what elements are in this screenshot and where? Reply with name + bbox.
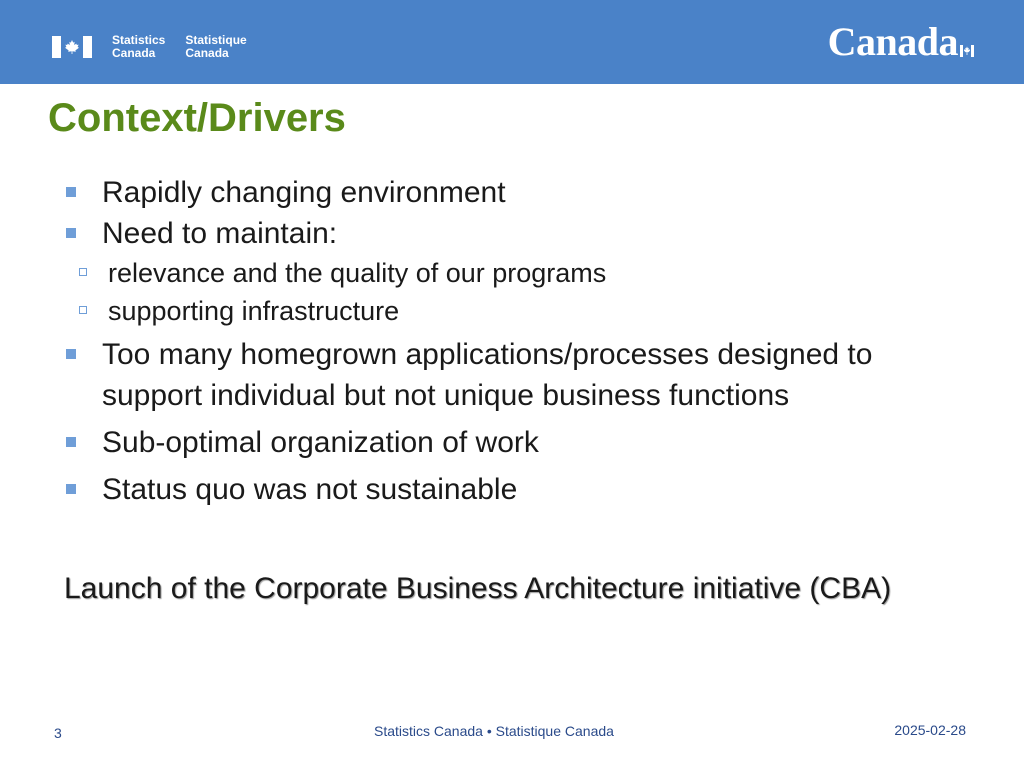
conclusion-text: Launch of the Corporate Business Architecture initiative (CBA) bbox=[64, 572, 892, 605]
square-bullet-icon bbox=[66, 349, 76, 359]
signature-fr-line2: Canada bbox=[185, 46, 229, 60]
sub-bullet-item bbox=[64, 254, 964, 292]
square-bullet-icon bbox=[66, 437, 76, 447]
maple-leaf-icon bbox=[64, 39, 80, 55]
bullet-text: Status quo was not sustainable bbox=[102, 473, 518, 506]
bullet-item bbox=[64, 422, 964, 463]
statcan-signature bbox=[52, 34, 247, 60]
hollow-square-bullet-icon bbox=[79, 268, 87, 276]
slide-title: Context/Drivers bbox=[48, 96, 346, 140]
bullet-item bbox=[64, 469, 964, 510]
signature-fr-line1: Statistique bbox=[185, 33, 247, 47]
wordmark-text: Canada bbox=[827, 19, 958, 64]
sub-bullet-group bbox=[64, 254, 964, 330]
bullet-text: Need to maintain: bbox=[102, 217, 338, 250]
signature-french bbox=[185, 34, 246, 60]
footer-date: 2025-02-28 bbox=[894, 722, 966, 738]
sub-bullet-text: relevance and the quality of our programs bbox=[108, 258, 607, 288]
sub-bullet-item bbox=[64, 292, 964, 330]
square-bullet-icon bbox=[66, 228, 76, 238]
canada-flag-icon bbox=[52, 36, 92, 58]
square-bullet-icon bbox=[66, 187, 76, 197]
bullet-text: Rapidly changing environment bbox=[102, 176, 506, 209]
signature-en-line1: Statistics bbox=[112, 33, 166, 47]
header-band bbox=[0, 0, 1024, 84]
hollow-square-bullet-icon bbox=[79, 306, 87, 314]
sub-bullet-list bbox=[64, 254, 964, 330]
signature-english bbox=[112, 34, 165, 60]
bullet-text: Too many homegrown applications/processes designed to support individual but not unique business functions bbox=[102, 338, 873, 412]
canada-wordmark bbox=[828, 20, 974, 66]
page-number: 3 bbox=[54, 725, 62, 741]
bullet-item bbox=[64, 213, 964, 254]
bullet-item bbox=[64, 172, 964, 213]
bullet-text: Sub-optimal organization of work bbox=[102, 426, 539, 459]
square-bullet-icon bbox=[66, 484, 76, 494]
footer-agency-name: Statistics Canada • Statistique Canada bbox=[374, 723, 614, 739]
sub-bullet-text: supporting infrastructure bbox=[108, 296, 400, 326]
bullet-list bbox=[64, 172, 964, 510]
wordmark-flag-icon bbox=[960, 22, 974, 66]
bullet-item bbox=[64, 334, 964, 416]
signature-en-line2: Canada bbox=[112, 46, 156, 60]
